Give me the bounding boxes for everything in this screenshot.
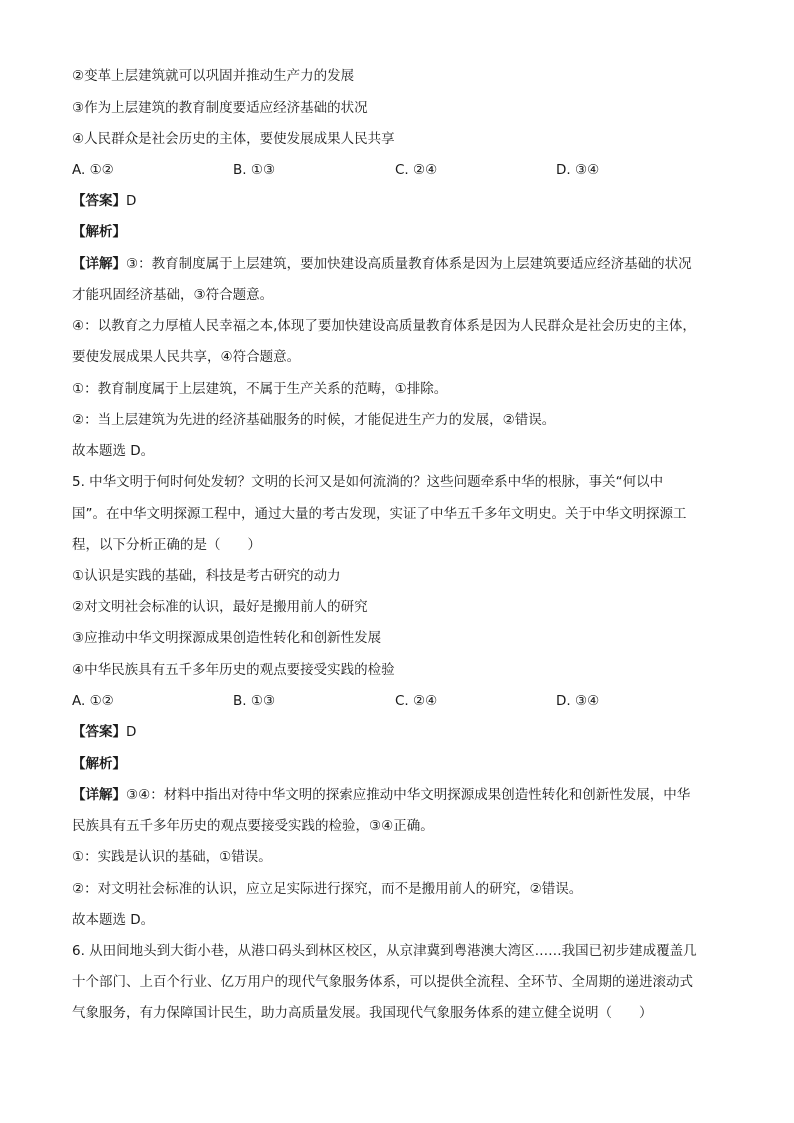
q5-detail-line-1 — [72, 786, 690, 804]
q4-detail-line-6: ②：当上层建筑为先进的经济基础服务的时候，才能促进生产力的发展，②错误。 — [72, 412, 556, 428]
q5-stem-line-3: 程，以下分析正确的是（ ） — [72, 537, 261, 553]
q4-item-4: ④人民群众是社会历史的主体，要使发展成果人民共享 — [72, 131, 395, 147]
answer-value: D — [126, 724, 137, 740]
q5-stem-line-2: 国”。在中华文明探源工程中，通过大量的考古发现，实证了中华五千多年文明史。关于中华文明探源工 — [72, 506, 687, 522]
q5-analysis-tag: 【解析】 — [72, 756, 126, 772]
q5-option-b: B. ①③ — [233, 693, 276, 709]
detail-tag: 【详解】 — [72, 256, 126, 272]
q4-option-c: C. ②④ — [395, 162, 438, 178]
detail-text: ③：教育制度属于上层建筑，要加快建设高质量教育体系是因为上层建筑要适应经济基础的状况 — [126, 256, 692, 272]
q5-answer — [72, 723, 136, 741]
q5-option-c: C. ②④ — [395, 693, 438, 709]
q5-item-3: ③应推动中华文明探源成果创造性转化和创新性发展 — [72, 630, 382, 646]
answer-tag: 【答案】 — [72, 724, 126, 740]
q5-detail-line-2: 民族具有五千多年历史的观点要接受实践的检验，③④正确。 — [72, 818, 434, 834]
detail-tag: 【详解】 — [72, 787, 126, 803]
q5-option-d: D. ③④ — [556, 693, 600, 709]
q6-stem-line-2: 十个部门、上百个行业、亿万用户的现代气象服务体系，可以提供全流程、全环节、全周期的递进滚动式 — [72, 974, 693, 990]
answer-tag: 【答案】 — [72, 193, 126, 209]
q4-detail-line-2: 才能巩固经济基础，③符合题意。 — [72, 287, 274, 303]
detail-text: ③④：材料中指出对待中华文明的探索应推动中华文明探源成果创造性转化和创新性发展，中华 — [126, 787, 691, 803]
q4-answer — [72, 192, 136, 210]
q4-option-b: B. ①③ — [233, 162, 276, 178]
q5-item-2: ②对文明社会标准的认识，最好是搬用前人的研究 — [72, 599, 368, 615]
q5-stem-line-1: 5. 中华文明于何时何处发轫？文明的长河又是如何流淌的？这些问题牵系中华的根脉，事关“何以中 — [72, 474, 664, 490]
q5-detail-line-3: ①：实践是认识的基础，①错误。 — [72, 849, 272, 865]
q6-stem-line-3: 气象服务，有力保障国计民生，助力高质量发展。我国现代气象服务体系的建立健全说明（ ） — [72, 1005, 653, 1021]
q4-option-a: A. ①② — [72, 162, 114, 178]
q4-conclusion: 故本题选 D。 — [72, 443, 155, 459]
q5-item-1: ①认识是实践的基础，科技是考古研究的动力 — [72, 568, 341, 584]
q5-option-a: A. ①② — [72, 693, 114, 709]
q4-detail-line-5: ①：教育制度属于上层建筑，不属于生产关系的范畴，①排除。 — [72, 381, 448, 397]
q5-conclusion: 故本题选 D。 — [72, 912, 155, 928]
q4-option-d: D. ③④ — [556, 162, 600, 178]
q4-analysis-tag: 【解析】 — [72, 224, 126, 240]
q4-item-3: ③作为上层建筑的教育制度要适应经济基础的状况 — [72, 100, 368, 116]
q4-detail-line-3: ④：以教育之力厚植人民幸福之本,体现了要加快建设高质量教育体系是因为人民群众是社会历史的主体， — [72, 318, 696, 334]
q5-detail-line-4: ②：对文明社会标准的认识，应立足实际进行探究，而不是搬用前人的研究，②错误。 — [72, 881, 583, 897]
answer-value: D — [126, 193, 137, 209]
q5-item-4: ④中华民族具有五千多年历史的观点要接受实践的检验 — [72, 662, 395, 678]
q4-item-2: ②变革上层建筑就可以巩固并推动生产力的发展 — [72, 68, 355, 84]
q4-detail-line-1 — [72, 255, 692, 273]
q6-stem-line-1: 6. 从田间地头到大街小巷，从港口码头到林区校区，从京津冀到粤港澳大湾区……我国已初步建成覆盖几 — [72, 943, 697, 959]
q4-detail-line-4: 要使发展成果人民共享，④符合题意。 — [72, 349, 301, 365]
